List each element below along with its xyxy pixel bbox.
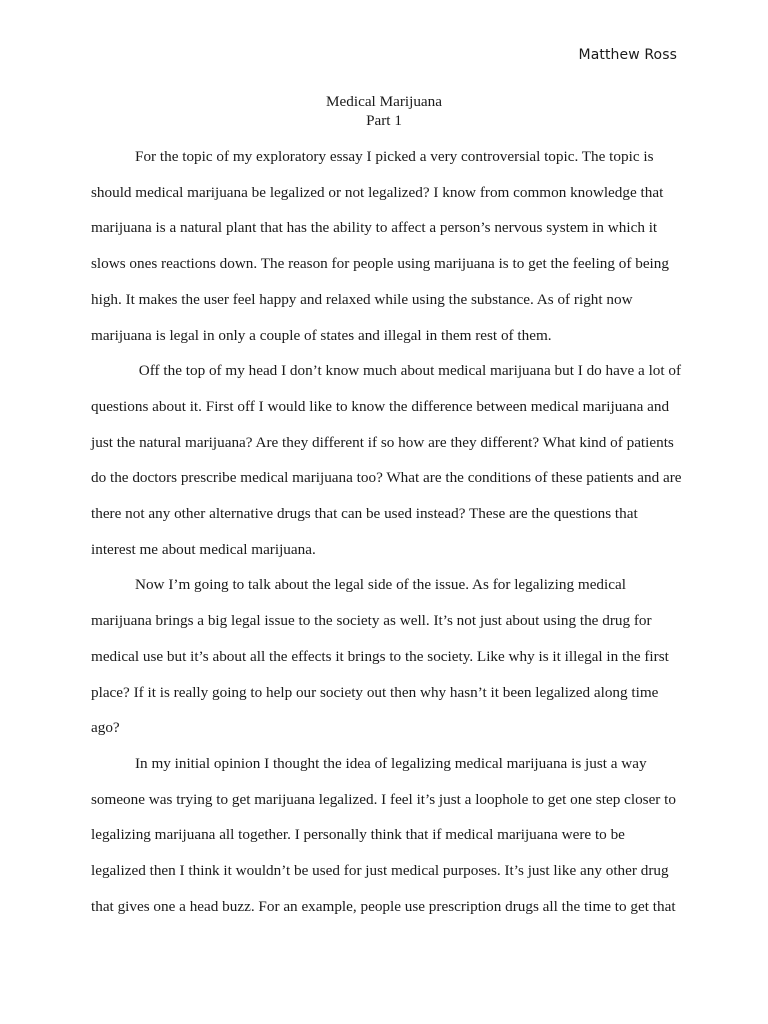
- paragraph-2-line-4: do the doctors prescribe medical marijuana too? What are the conditions of these patients and are: [91, 469, 682, 487]
- paragraph-2-line-5: there not any other alternative drugs that can be used instead? These are the questions that: [91, 505, 638, 523]
- essay-title: Medical Marijuana: [326, 93, 442, 110]
- paragraph-2-line-3: just the natural marijuana? Are they different if so how are they different? What kind of patients: [91, 433, 674, 451]
- paragraph-2-line-6: interest me about medical marijuana.: [91, 540, 316, 558]
- paragraph-2-line-2: questions about it. First off I would like to know the difference between medical marijuana and: [91, 397, 670, 415]
- paragraph-2-line-1: Off the top of my head I don’t know much about medical marijuana but I do have a lot of: [135, 362, 682, 380]
- paragraph-1-line-1: For the topic of my exploratory essay I picked a very controversial topic. The topic is: [135, 148, 654, 165]
- paragraph-3-line-2: marijuana brings a big legal issue to the society as well. It’s not just about using the drug for: [91, 612, 652, 630]
- paragraph-4-line-5: that gives one a head buzz. For an example, people use prescription drugs all the time to get that: [91, 897, 676, 915]
- paragraph-3-line-4: place? If it is really going to help our society out then why hasn’t it been legalized along time: [91, 683, 659, 701]
- paragraph-1-line-6: marijuana is legal in only a couple of states and illegal in them rest of them.: [91, 326, 552, 344]
- paragraph-4-line-1: In my initial opinion I thought the idea of legalizing medical marijuana is just a way: [135, 754, 647, 772]
- paragraph-4-line-2: someone was trying to get marijuana legalized. I feel it’s just a loophole to get one step closer to: [91, 790, 676, 808]
- paragraph-4-line-4: legalized then I think it wouldn’t be used for just medical purposes. It’s just like any other drug: [91, 862, 669, 880]
- paragraph-1-line-2: should medical marijuana be legalized or not legalized? I know from common knowledge that: [91, 183, 664, 201]
- paragraph-3-line-1: Now I’m going to talk about the legal side of the issue. As for legalizing medical: [135, 576, 626, 594]
- author-name: Matthew Ross: [578, 47, 677, 63]
- essay-subtitle: Part 1: [366, 112, 402, 129]
- essay-body: [91, 139, 681, 924]
- paragraph-4-line-3: legalizing marijuana all together. I personally think that if medical marijuana were to be: [91, 826, 625, 844]
- paragraph-3-line-5: ago?: [91, 719, 120, 737]
- paragraph-1-line-5: high. It makes the user feel happy and relaxed while using the substance. As of right now: [91, 290, 633, 308]
- paragraph-3-line-3: medical use but it’s about all the effects it brings to the society. Like why is it illegal in the first: [91, 647, 669, 665]
- paragraph-1-line-4: slows ones reactions down. The reason for people using marijuana is to get the feeling of being: [91, 255, 669, 273]
- essay-title-block: [0, 92, 768, 130]
- paragraph-1-line-3: marijuana is a natural plant that has the ability to affect a person’s nervous system in which it: [91, 219, 658, 237]
